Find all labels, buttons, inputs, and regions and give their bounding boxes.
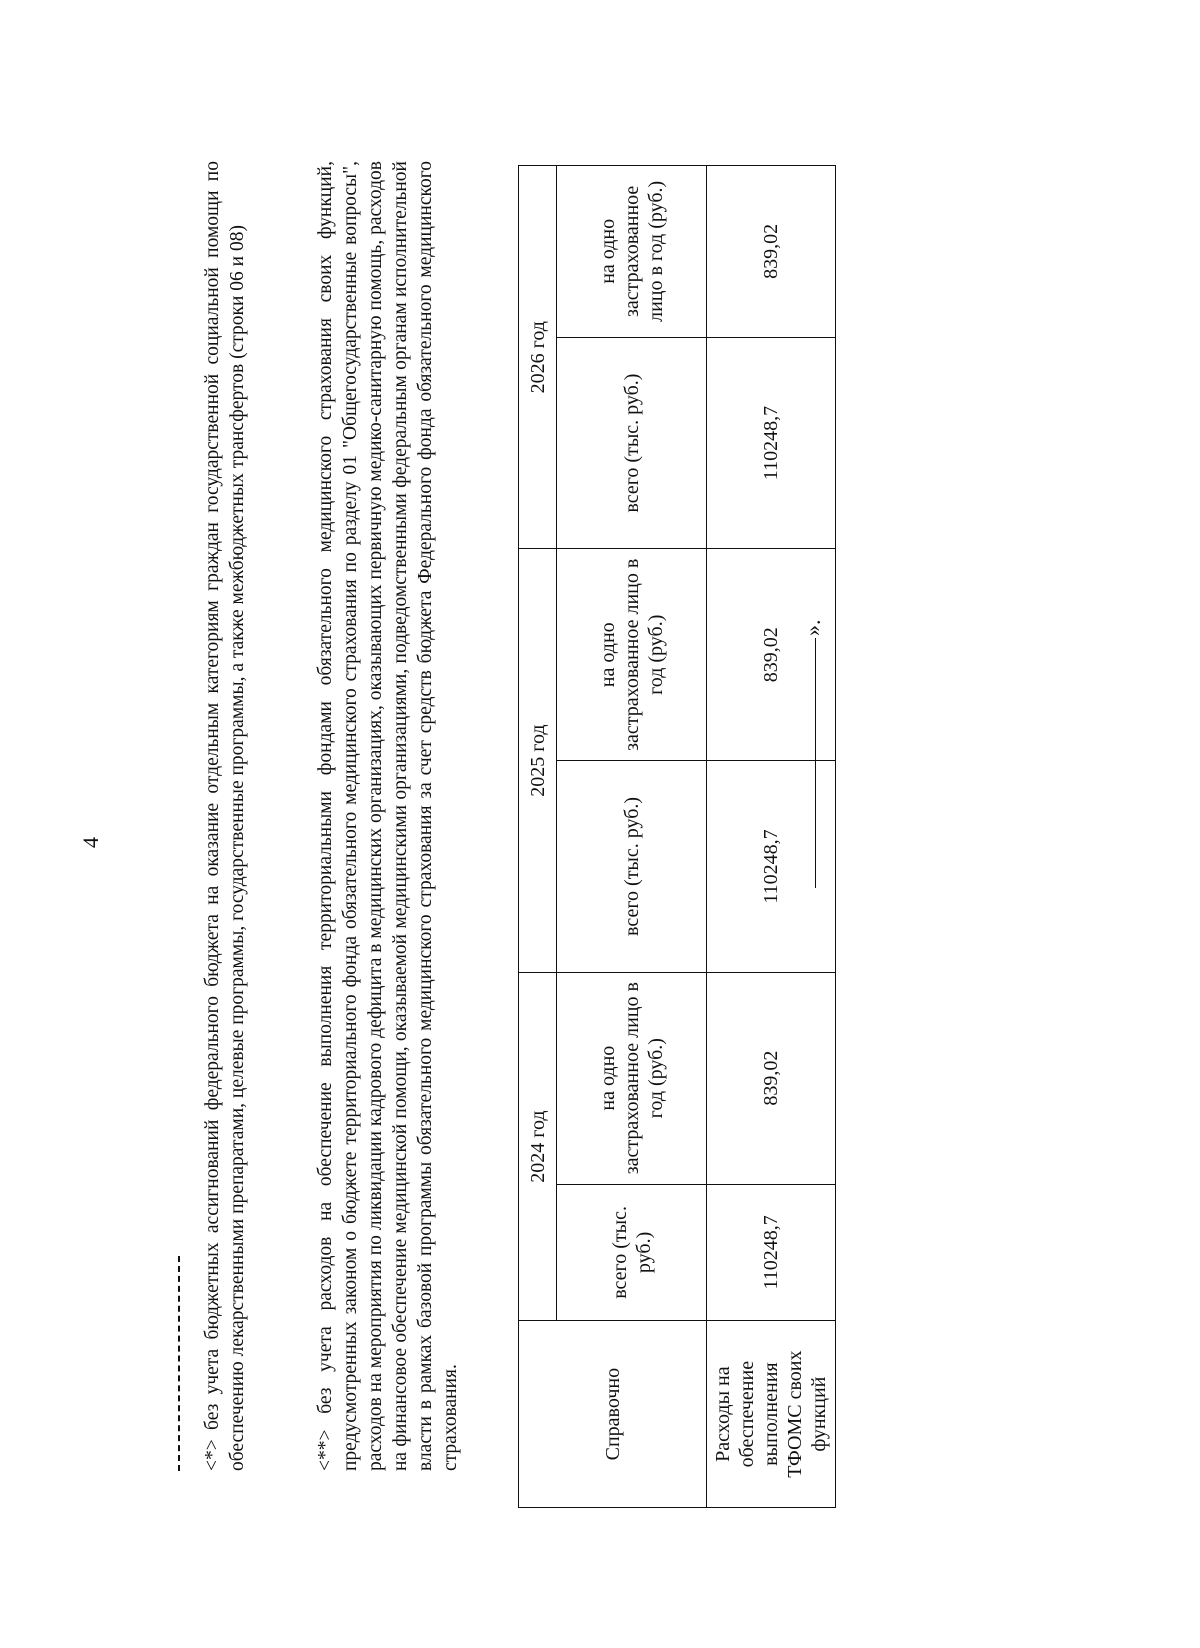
value-2025-per-person: 839,02 <box>707 549 836 761</box>
footnote-2: <**> без учета расходов на обеспечение выполнения территориальными фондами обязательного медицинского страхования своих функций, предусмотренных законом о бюджете территориального фонда обязательного медицинского страхования по разделу 01 "Общегосударственные вопросы", расходов на мероприятия по ликвидации кадрового дефицита в медицинских организациях, оказывающих первичную медико-санитарную помощь, расходов на финансовое обеспечение медицинской помощи, оказываемой медицинскими организациями, подведомственными федеральным органам исполнительной власти в рамках базовой программы обязательного медицинского страхования за счет средств бюджета Федерального фонда обязательного медицинского страхования. <box>315 161 461 1471</box>
row-label: Расходы на обеспечение выполнения ТФОМС своих функций <box>707 1321 836 1508</box>
subheader-total-2026: всего (тыс. руб.) <box>557 337 707 549</box>
footnote-1: <*> без учета бюджетных ассигнований федерального бюджета на оказание отдельным категориям граждан государственной социальной помощи по обеспечению лекарственными препаратами, целевые программы, государственные программы, а также межбюджетных трансфертов (строки 06 и 08) <box>202 161 248 1471</box>
closing-mark: ». <box>800 619 825 636</box>
closing-line <box>815 638 816 888</box>
value-2026-per-person: 839,02 <box>707 166 836 338</box>
reference-table <box>518 165 836 1508</box>
subheader-per-person-2026: на одно застрахованное лицо в год (руб.) <box>557 166 707 338</box>
year-2025-header: 2025 год <box>519 549 557 972</box>
value-2025-total: 110248,7 <box>707 761 836 973</box>
value-2024-per-person: 839,02 <box>707 972 836 1184</box>
value-2024-total: 110248,7 <box>707 1184 836 1321</box>
subheader-total-2024: всего (тыс. руб.) <box>557 1184 707 1321</box>
subheader-per-person-2024: на одно застрахованное лицо в год (руб.) <box>557 972 707 1184</box>
corner-label: Справочно <box>519 1321 707 1508</box>
page-number: 4 <box>78 837 103 848</box>
year-2026-header: 2026 год <box>519 166 557 549</box>
subheader-total-2025: всего (тыс. руб.) <box>557 761 707 973</box>
subheader-per-person-2025: на одно застрахованное лицо в год (руб.) <box>557 549 707 761</box>
footnote-separator <box>178 1256 180 1471</box>
year-2024-header: 2024 год <box>519 972 557 1320</box>
value-2026-total: 110248,7 <box>707 337 836 549</box>
